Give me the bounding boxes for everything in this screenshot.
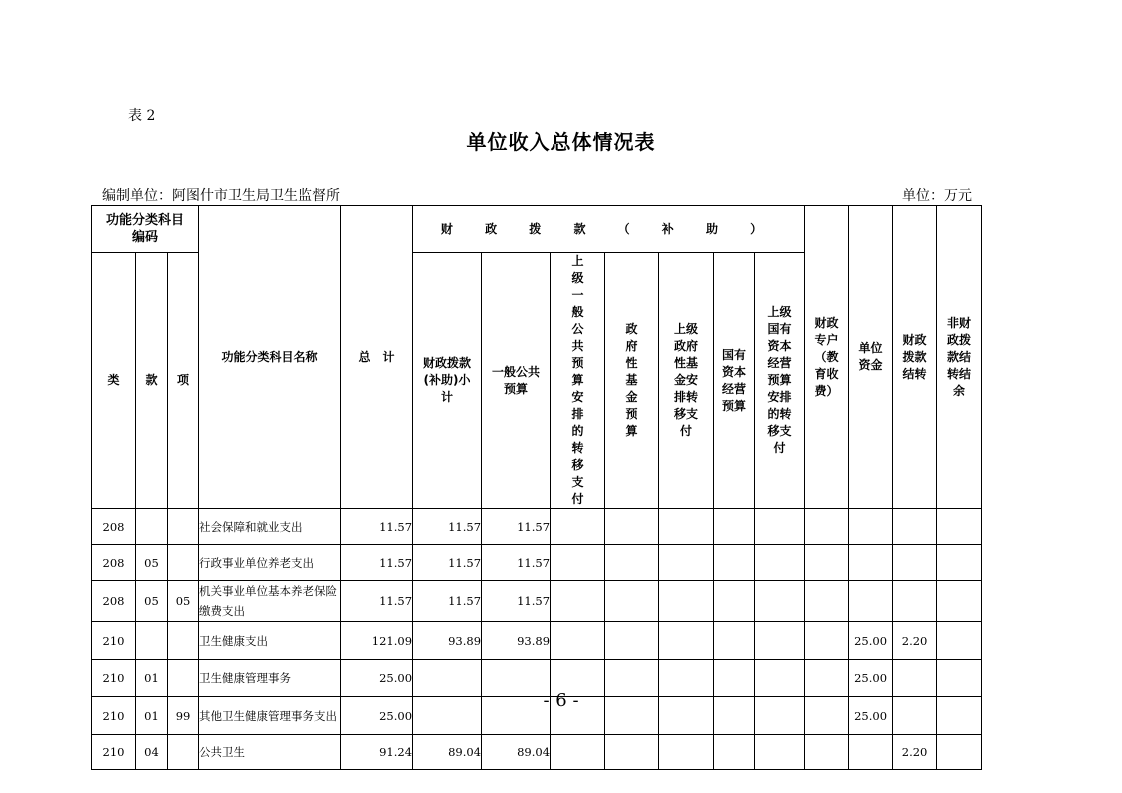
row-fiscal-carry: 2.20 bbox=[893, 735, 937, 770]
row-fiscal-special bbox=[805, 509, 849, 545]
row-total: 91.24 bbox=[341, 735, 413, 770]
row-total: 11.57 bbox=[341, 581, 413, 622]
row-unit-funds bbox=[849, 735, 893, 770]
row-general-budget: 11.57 bbox=[482, 545, 551, 581]
row-lei: 210 bbox=[92, 622, 136, 660]
row-upper-fund bbox=[659, 735, 714, 770]
row-upper-fund bbox=[659, 622, 714, 660]
table-row bbox=[92, 622, 982, 660]
row-nonfiscal-carry bbox=[937, 545, 982, 581]
page-title: 单位收入总体情况表 bbox=[466, 130, 656, 154]
row-fiscal-carry bbox=[893, 581, 937, 622]
row-fiscal-subtotal: 11.57 bbox=[413, 545, 482, 581]
row-state-capital bbox=[714, 509, 755, 545]
row-upper-state bbox=[755, 581, 805, 622]
row-general-budget: 93.89 bbox=[482, 622, 551, 660]
row-name: 行政事业单位养老支出 bbox=[199, 545, 341, 581]
row-state-capital bbox=[714, 622, 755, 660]
header-state-capital: 国有资本经营预算 bbox=[714, 253, 755, 509]
header-upper-general: 上级一般公共预算安排的转移支付 bbox=[551, 253, 605, 509]
row-upper-general bbox=[551, 545, 605, 581]
header-lei: 类 bbox=[92, 253, 136, 509]
row-upper-fund bbox=[659, 545, 714, 581]
row-kuan bbox=[136, 622, 168, 660]
header-upper-fund: 上级政府性基金安排转移支付 bbox=[659, 253, 714, 509]
table-row bbox=[92, 509, 982, 545]
row-upper-state bbox=[755, 509, 805, 545]
row-total: 25.00 bbox=[341, 697, 413, 735]
header-general-budget: 一般公共预算 bbox=[482, 253, 551, 509]
header-gov-fund: 政府性基金预算 bbox=[605, 253, 659, 509]
row-total: 25.00 bbox=[341, 660, 413, 697]
row-xiang bbox=[168, 735, 199, 770]
row-unit-funds: 25.00 bbox=[849, 660, 893, 697]
header-fiscal-subtotal: 财政拨款(补助)小计 bbox=[413, 253, 482, 509]
row-upper-state bbox=[755, 735, 805, 770]
row-kuan: 05 bbox=[136, 581, 168, 622]
row-lei: 208 bbox=[92, 509, 136, 545]
header-fiscal-special: 财政专户（教育收费） bbox=[805, 206, 849, 509]
row-unit-funds bbox=[849, 545, 893, 581]
row-name: 其他卫生健康管理事务支出 bbox=[199, 697, 341, 735]
row-name: 社会保障和就业支出 bbox=[199, 509, 341, 545]
row-general-budget: 89.04 bbox=[482, 735, 551, 770]
row-kuan: 01 bbox=[136, 697, 168, 735]
row-nonfiscal-carry bbox=[937, 622, 982, 660]
row-gov-fund bbox=[605, 545, 659, 581]
row-unit-funds bbox=[849, 509, 893, 545]
row-nonfiscal-carry bbox=[937, 735, 982, 770]
header-name: 功能分类科目名称 bbox=[199, 206, 341, 509]
row-fiscal-carry bbox=[893, 509, 937, 545]
row-upper-general bbox=[551, 622, 605, 660]
header-code-group: 功能分类科目编码 bbox=[92, 206, 199, 253]
row-xiang: 05 bbox=[168, 581, 199, 622]
header-xiang: 项 bbox=[168, 253, 199, 509]
row-upper-general bbox=[551, 509, 605, 545]
header-total: 总 计 bbox=[341, 206, 413, 509]
row-unit-funds: 25.00 bbox=[849, 697, 893, 735]
row-kuan bbox=[136, 509, 168, 545]
row-lei: 210 bbox=[92, 735, 136, 770]
row-upper-state bbox=[755, 622, 805, 660]
table-row bbox=[92, 735, 982, 770]
row-general-budget: 11.57 bbox=[482, 509, 551, 545]
header-fiscal-group: 财 政 拨 款 （ 补 助 ） bbox=[413, 206, 805, 253]
row-fiscal-special bbox=[805, 622, 849, 660]
row-fiscal-carry: 2.20 bbox=[893, 622, 937, 660]
row-fiscal-subtotal: 11.57 bbox=[413, 581, 482, 622]
row-lei: 210 bbox=[92, 697, 136, 735]
row-name: 卫生健康管理事务 bbox=[199, 660, 341, 697]
row-xiang: 99 bbox=[168, 697, 199, 735]
row-kuan: 05 bbox=[136, 545, 168, 581]
row-gov-fund bbox=[605, 622, 659, 660]
row-kuan: 01 bbox=[136, 660, 168, 697]
org-unit-label: 编制单位：阿图什市卫生局卫生监督所 bbox=[102, 188, 340, 204]
row-unit-funds bbox=[849, 581, 893, 622]
row-gov-fund bbox=[605, 509, 659, 545]
table-label: 表 2 bbox=[128, 108, 156, 124]
header-kuan: 款 bbox=[136, 253, 168, 509]
table-row bbox=[92, 545, 982, 581]
row-xiang bbox=[168, 509, 199, 545]
header-unit-funds: 单位资金 bbox=[849, 206, 893, 509]
header-nonfiscal-carry: 非财政拨款结转结余 bbox=[937, 206, 982, 509]
row-fiscal-subtotal: 89.04 bbox=[413, 735, 482, 770]
header-fiscal-carry: 财政拨款结转 bbox=[893, 206, 937, 509]
row-upper-fund bbox=[659, 509, 714, 545]
row-total: 11.57 bbox=[341, 545, 413, 581]
row-general-budget: 11.57 bbox=[482, 581, 551, 622]
row-xiang bbox=[168, 622, 199, 660]
row-nonfiscal-carry bbox=[937, 509, 982, 545]
row-gov-fund bbox=[605, 581, 659, 622]
row-fiscal-carry bbox=[893, 545, 937, 581]
row-fiscal-special bbox=[805, 735, 849, 770]
row-nonfiscal-carry bbox=[937, 581, 982, 622]
row-total: 11.57 bbox=[341, 509, 413, 545]
row-upper-state bbox=[755, 545, 805, 581]
row-upper-general bbox=[551, 735, 605, 770]
row-state-capital bbox=[714, 581, 755, 622]
row-state-capital bbox=[714, 735, 755, 770]
row-upper-fund bbox=[659, 581, 714, 622]
row-lei: 208 bbox=[92, 545, 136, 581]
row-gov-fund bbox=[605, 735, 659, 770]
row-lei: 210 bbox=[92, 660, 136, 697]
row-name: 卫生健康支出 bbox=[199, 622, 341, 660]
row-fiscal-special bbox=[805, 581, 849, 622]
row-fiscal-special bbox=[805, 545, 849, 581]
table-row bbox=[92, 581, 982, 622]
row-fiscal-subtotal: 93.89 bbox=[413, 622, 482, 660]
row-unit-funds: 25.00 bbox=[849, 622, 893, 660]
row-xiang bbox=[168, 545, 199, 581]
currency-unit-label: 单位：万元 bbox=[902, 188, 972, 204]
row-lei: 208 bbox=[92, 581, 136, 622]
page-number: - 6 - bbox=[543, 690, 579, 711]
row-name: 公共卫生 bbox=[199, 735, 341, 770]
row-kuan: 04 bbox=[136, 735, 168, 770]
row-name: 机关事业单位基本养老保险缴费支出 bbox=[199, 581, 341, 622]
row-state-capital bbox=[714, 545, 755, 581]
income-table bbox=[91, 205, 982, 770]
row-total: 121.09 bbox=[341, 622, 413, 660]
row-upper-general bbox=[551, 581, 605, 622]
row-fiscal-subtotal: 11.57 bbox=[413, 509, 482, 545]
header-upper-state: 上级国有资本经营预算安排的转移支付 bbox=[755, 253, 805, 509]
